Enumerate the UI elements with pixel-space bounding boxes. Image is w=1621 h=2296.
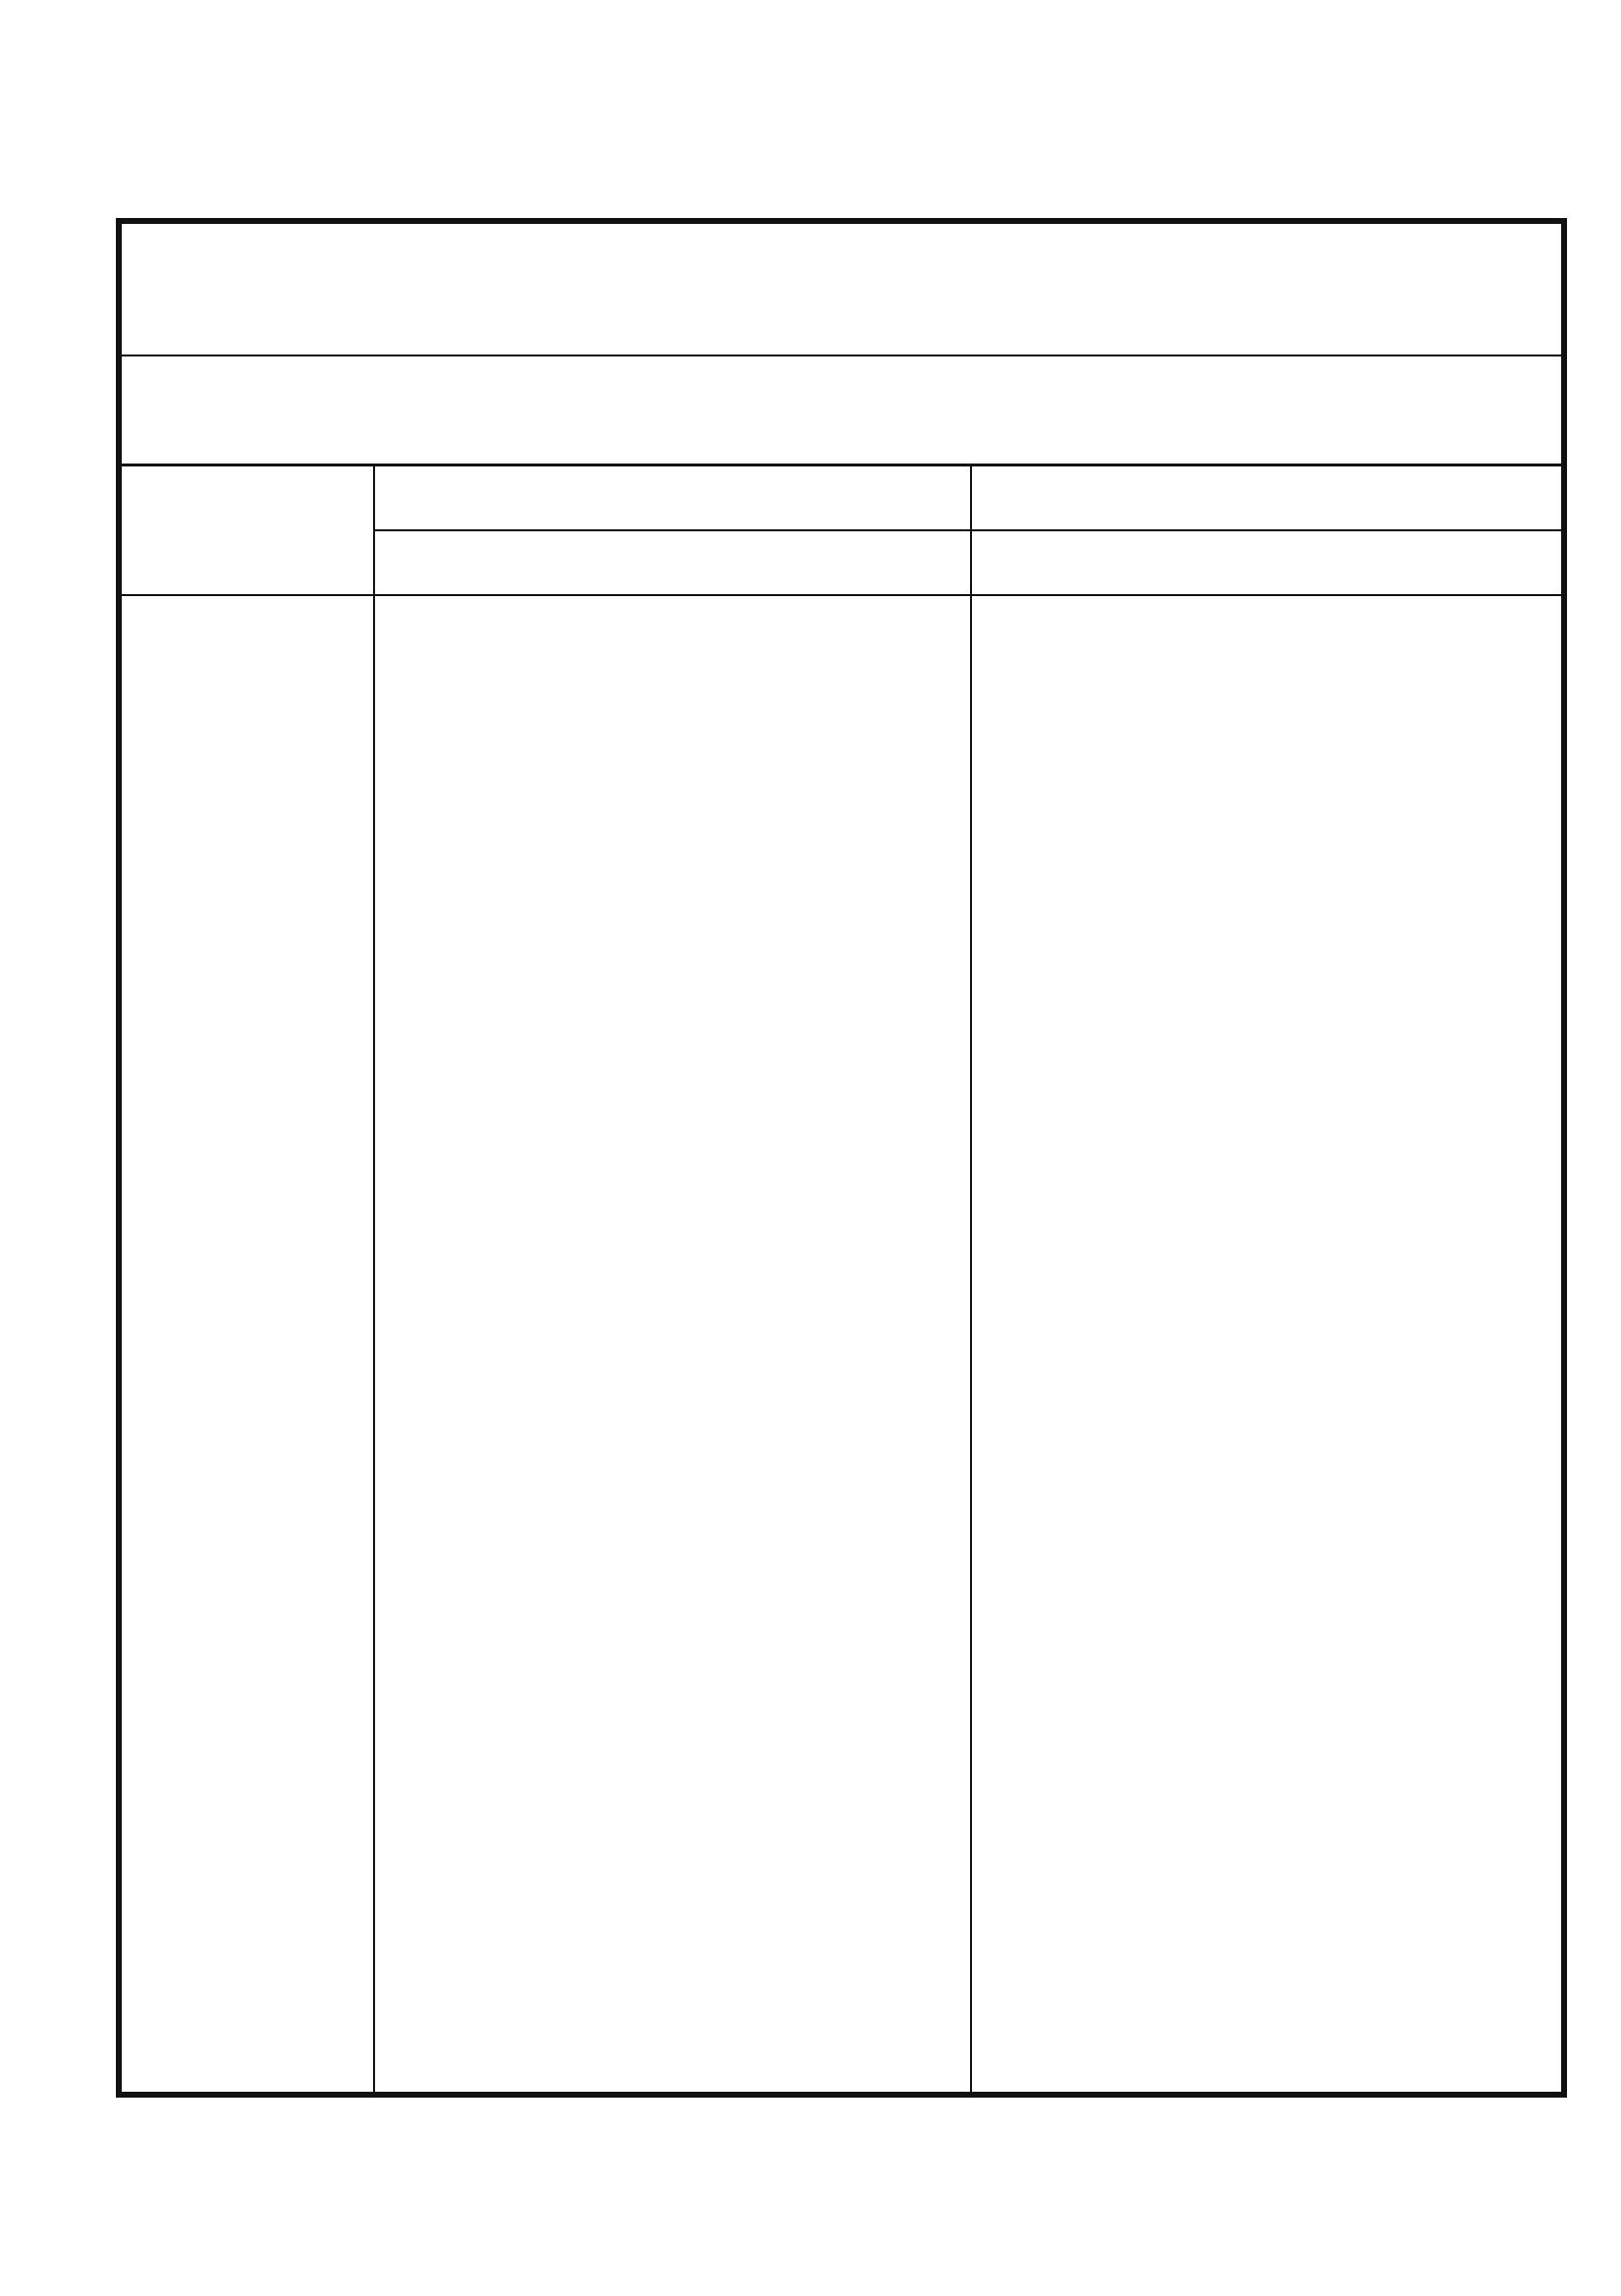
header-incoming-doc-no xyxy=(375,531,970,596)
usage-permit-annex-table xyxy=(116,218,1567,2098)
column-divider xyxy=(373,466,375,2092)
title-row xyxy=(122,224,1561,356)
header-completion-no xyxy=(972,466,1561,531)
table-header xyxy=(122,466,1561,596)
change-record-grid xyxy=(122,466,1561,2092)
header-change-content xyxy=(972,531,1561,596)
section-heading xyxy=(122,356,1561,466)
header-approval-doc-no xyxy=(375,466,970,531)
column-divider xyxy=(970,466,972,2092)
